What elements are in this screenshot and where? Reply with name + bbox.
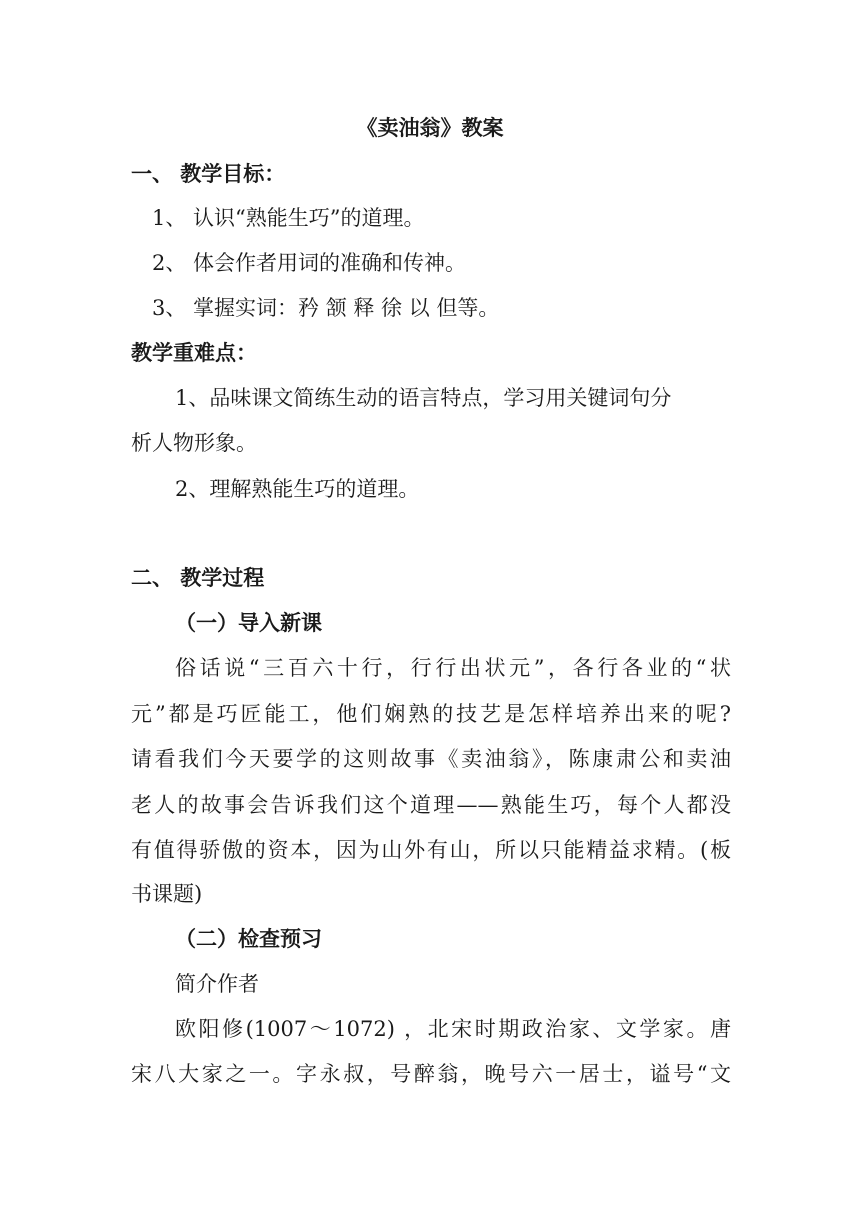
section-heading-objectives: 一、 教学目标： [131, 162, 286, 186]
subsection-heading-intro: （一）导入新课 [175, 611, 322, 635]
section-heading-process: 二、 教学过程 [131, 566, 265, 590]
section-heading-key-points: 教学重难点： [131, 341, 257, 365]
paragraph-line: 请看我们今天要学的这则故事《卖油翁》，陈康肃公和卖油 [131, 747, 731, 771]
key-point-text: 2、理解熟能生巧的道理。 [175, 477, 420, 501]
paragraph-line: 元”都是巧匠能工，他们娴熟的技艺是怎样培养出来的呢? [131, 702, 731, 726]
author-intro-label: 简介作者 [175, 972, 259, 996]
paragraph-line: 宋八大家之一。字永叔，号醉翁，晚号六一居士，谥号“文 [131, 1062, 731, 1086]
paragraph-line: 老人的故事会告诉我们这个道理——熟能生巧，每个人都没 [131, 793, 731, 817]
page-title: 《卖油翁》教案 [356, 116, 504, 140]
objective-item: 1、 认识“熟能生巧”的道理。 [152, 206, 425, 230]
objective-item: 3、 掌握实词：矜 颔 释 徐 以 但等。 [152, 296, 500, 320]
key-point-text: 析人物形象。 [131, 431, 257, 455]
paragraph-line: 书课题) [131, 882, 203, 906]
subsection-heading-preview: （二）检查预习 [175, 927, 322, 951]
key-point-text: 1、品味课文简练生动的语言特点，学习用关键词句分 [175, 386, 672, 410]
paragraph-line: 俗话说“三百六十行，行行出状元”，各行各业的“状 [175, 656, 731, 680]
objective-item: 2、 体会作者用词的准确和传神。 [152, 251, 467, 275]
paragraph-line: 有值得骄傲的资本，因为山外有山，所以只能精益求精。(板 [131, 838, 731, 862]
paragraph-line: 欧阳修(1007～1072) ，北宋时期政治家、文学家。唐 [175, 1017, 731, 1041]
